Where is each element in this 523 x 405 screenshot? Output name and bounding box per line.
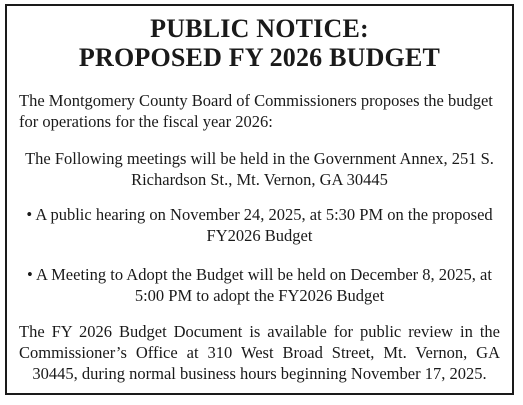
notice-title [19, 14, 500, 72]
notice-title-line-1: PUBLIC NOTICE: [150, 14, 369, 43]
meetings-location-paragraph: The Following meetings will be held in the Government Annex, 251 S. Richardson St., Mt. Vernon, GA 30445 [25, 149, 494, 189]
public-notice-box [5, 4, 514, 395]
notice-title-line-2: PROPOSED FY 2026 BUDGET [78, 43, 441, 72]
intro-paragraph: The Montgomery County Board of Commissioners proposes the budget for operations for the fiscal year 2026: [19, 91, 493, 131]
budget-availability-paragraph: The FY 2026 Budget Document is available for public review in the Commissioner’s Office at 310 West Broad Street, Mt. Vernon, GA 30445, during normal business hours beginning November 17, 2025. [19, 322, 500, 383]
public-hearing-bullet: • A public hearing on November 24, 2025, at 5:30 PM on the proposed FY2026 Budget [26, 205, 493, 245]
budget-adoption-bullet: • A Meeting to Adopt the Budget will be held on December 8, 2025, at 5:00 PM to adopt the FY2026 Budget [27, 265, 492, 305]
